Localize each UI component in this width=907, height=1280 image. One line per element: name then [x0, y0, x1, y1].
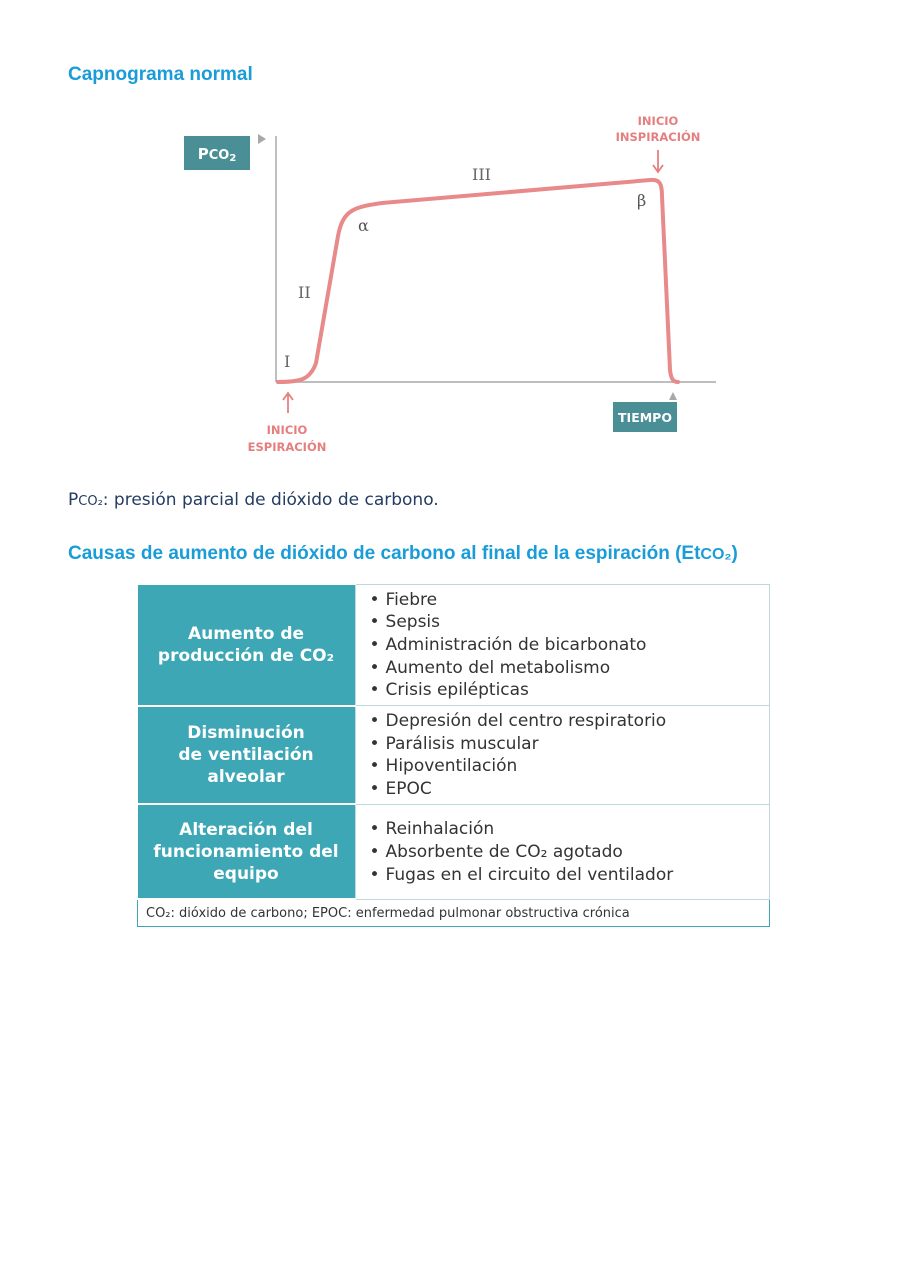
- section-title-causes: Causas de aumento de dióxido de carbono al final de la espiración (EtCO₂): [68, 543, 738, 564]
- y-axis-arrow-icon: [258, 134, 266, 144]
- svg-text:INICIO: INICIO: [637, 114, 679, 128]
- list-item: • Fiebre: [370, 589, 760, 612]
- x-axis-arrow-icon: [669, 392, 677, 400]
- svg-text:TIEMPO: TIEMPO: [618, 410, 672, 425]
- items-cell: [355, 804, 770, 899]
- start-expiration-marker: [248, 393, 327, 454]
- category-cell: Disminución de ventilación alveolar: [138, 706, 356, 805]
- list-item: • Aumento del metabolismo: [370, 657, 760, 680]
- table-footnote: CO₂: dióxido de carbono; EPOC: enfermedad pulmonar obstructiva crónica: [138, 899, 770, 927]
- section-title-capnogram: Capnograma normal: [68, 64, 253, 85]
- items-cell: [355, 706, 770, 805]
- table-row: [138, 584, 770, 706]
- table-footnote-row: [138, 899, 770, 927]
- alpha-angle-label: α: [358, 216, 369, 235]
- phase-label-i: I: [284, 352, 291, 371]
- start-inspiration-marker: [616, 114, 701, 172]
- category-cell: Aumento de producción de CO₂: [138, 584, 356, 706]
- list-item: • Sepsis: [370, 611, 760, 634]
- table-row: [138, 804, 770, 899]
- list-item: • EPOC: [370, 778, 760, 801]
- svg-text:INSPIRACIÓN: INSPIRACIÓN: [615, 130, 701, 144]
- svg-text:INICIO: INICIO: [266, 423, 308, 437]
- list-item: • Crisis epilépticas: [370, 679, 760, 702]
- list-item: • Hipoventilación: [370, 755, 760, 778]
- list-item: • Absorbente de CO₂ agotado: [370, 841, 760, 864]
- list-item: • Administración de bicarbonato: [370, 634, 760, 657]
- category-cell: Alteración del funcionamiento del equipo: [138, 804, 356, 899]
- phase-label-iii: III: [472, 165, 491, 184]
- beta-angle-label: β: [637, 191, 647, 210]
- pco2-definition: PCO₂: presión parcial de dióxido de carbono.: [68, 490, 439, 510]
- phase-label-ii: II: [298, 283, 311, 302]
- list-item: • Depresión del centro respiratorio: [370, 710, 760, 733]
- list-item: • Fugas en el circuito del ventilador: [370, 864, 760, 887]
- items-cell: [355, 584, 770, 706]
- pco2-axis-label: [184, 136, 250, 170]
- svg-text:PCO2: PCO2: [197, 145, 237, 164]
- list-item: • Parálisis muscular: [370, 733, 760, 756]
- capnogram-curve: [278, 180, 678, 382]
- table-row: [138, 706, 770, 805]
- svg-text:ESPIRACIÓN: ESPIRACIÓN: [247, 440, 327, 454]
- list-item: • Reinhalación: [370, 818, 760, 841]
- capnogram-diagram: [180, 108, 740, 463]
- causes-table: [137, 583, 770, 927]
- time-axis-label: [613, 402, 677, 432]
